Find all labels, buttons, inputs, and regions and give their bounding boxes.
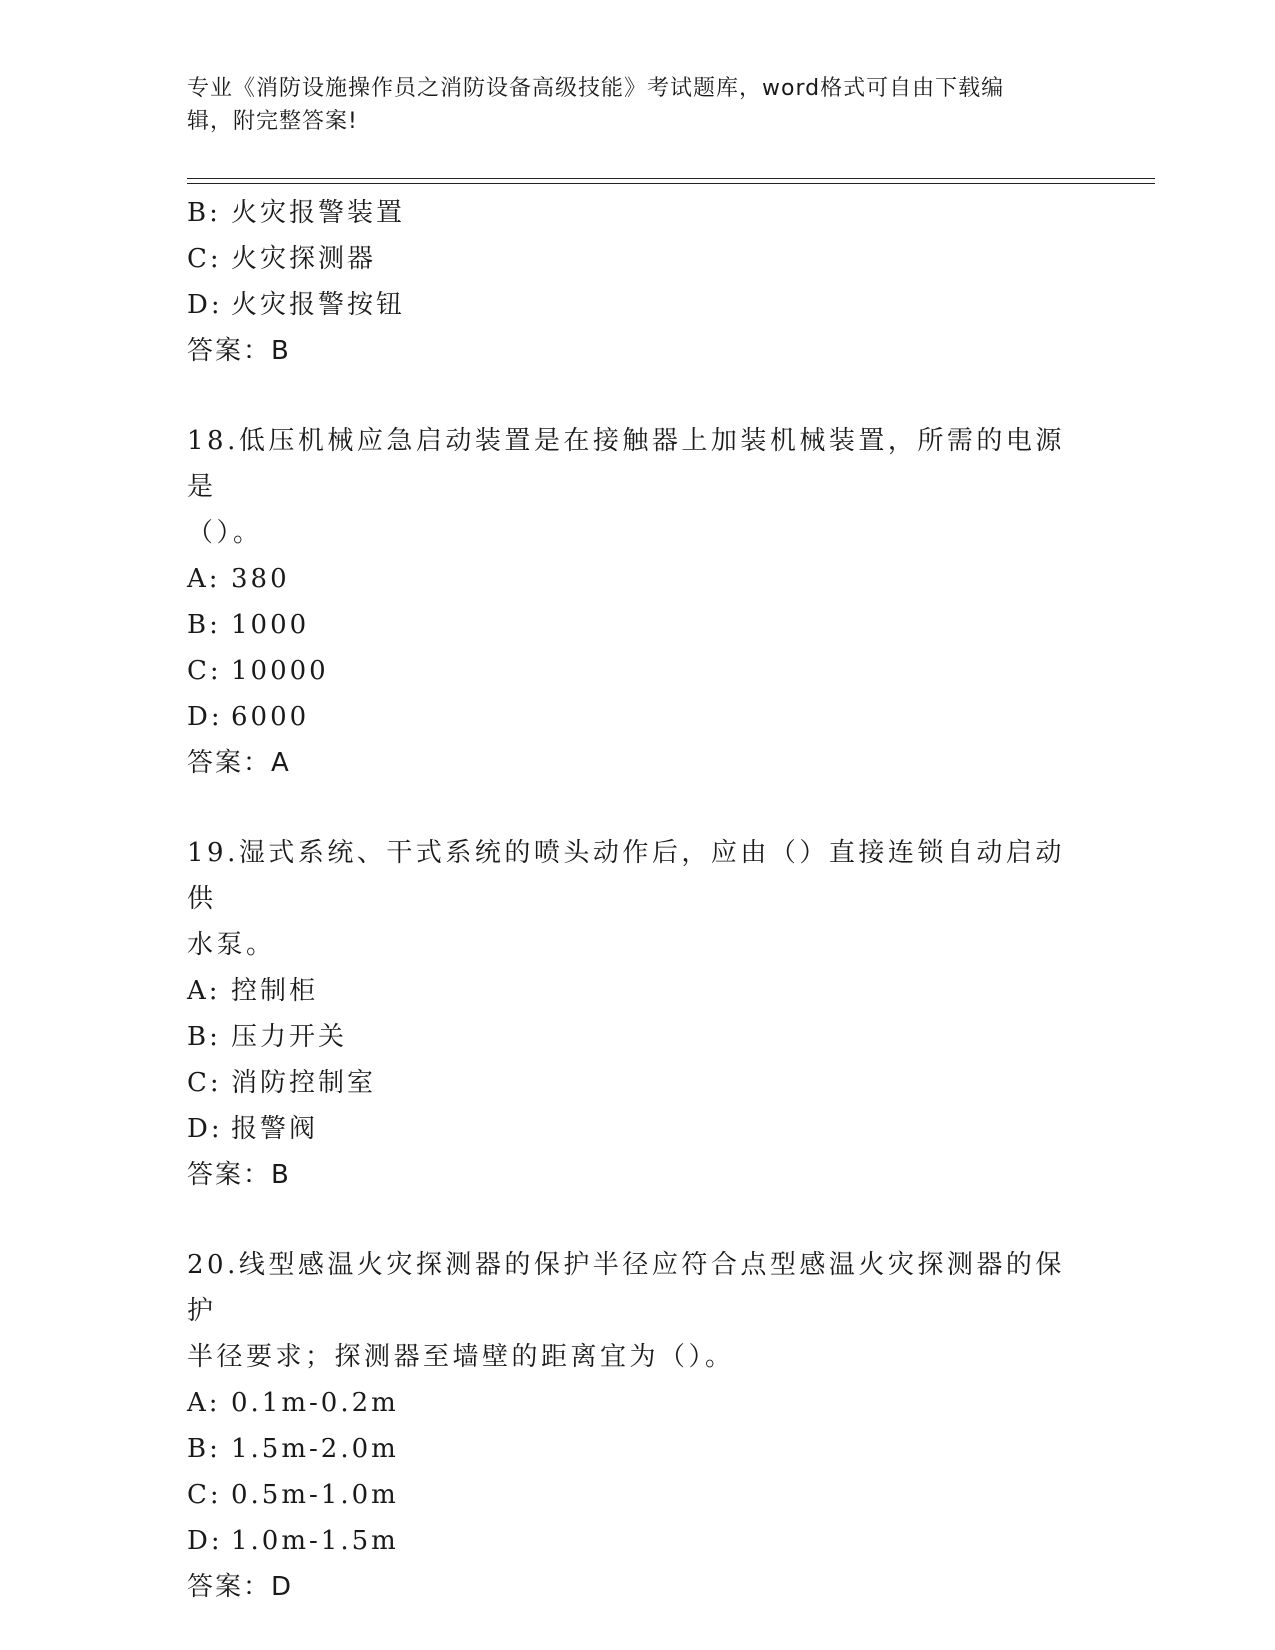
option-text: 报警阀 bbox=[231, 1114, 319, 1144]
option-text: 控制柜 bbox=[231, 976, 319, 1006]
option-letter: C: bbox=[187, 656, 222, 686]
option-row bbox=[187, 1014, 1087, 1060]
option-text: 0.5m-1.0m bbox=[231, 1480, 399, 1510]
option-text: 1000 bbox=[231, 610, 310, 640]
option-row bbox=[187, 648, 1087, 694]
option-row bbox=[187, 602, 1087, 648]
option-row bbox=[187, 1518, 1087, 1564]
option-letter: B: bbox=[187, 1022, 221, 1052]
option-row bbox=[187, 190, 1087, 236]
option-letter: D: bbox=[187, 1526, 223, 1556]
question-text-line-2: （）。 bbox=[187, 518, 263, 548]
option-text: 380 bbox=[231, 564, 290, 594]
question-text-line-1: 20.线型感温火灾探测器的保护半径应符合点型感温火灾探测器的保护 bbox=[187, 1250, 1065, 1326]
option-row bbox=[187, 1060, 1087, 1106]
option-row bbox=[187, 694, 1087, 740]
option-letter: A: bbox=[187, 976, 221, 1006]
document-header bbox=[187, 72, 1087, 138]
option-text: 10000 bbox=[231, 656, 329, 686]
question-17-continued bbox=[187, 190, 1087, 374]
option-text: 火灾探测器 bbox=[231, 244, 377, 274]
header-divider-top bbox=[187, 178, 1155, 179]
header-divider-bottom bbox=[187, 183, 1155, 184]
header-line-1: 专业《消防设施操作员之消防设备高级技能》考试题库，word格式可自由下载编 bbox=[187, 76, 1005, 101]
option-text: 消防控制室 bbox=[231, 1068, 377, 1098]
header-line-2: 辑，附完整答案! bbox=[187, 109, 358, 134]
option-letter: B: bbox=[187, 610, 221, 640]
answer-line: 答案：A bbox=[187, 748, 291, 778]
option-row bbox=[187, 1106, 1087, 1152]
option-letter: C: bbox=[187, 244, 222, 274]
answer-line: 答案：D bbox=[187, 1572, 294, 1602]
option-letter: C: bbox=[187, 1480, 222, 1510]
option-letter: D: bbox=[187, 702, 223, 732]
question-text-line-1: 18.低压机械应急启动装置是在接触器上加装机械装置，所需的电源是 bbox=[187, 426, 1065, 502]
option-text: 火灾报警按钮 bbox=[231, 290, 406, 320]
option-letter: A: bbox=[187, 564, 221, 594]
question-text bbox=[187, 830, 1087, 968]
option-row bbox=[187, 556, 1087, 602]
answer-line: 答案：B bbox=[187, 1160, 291, 1190]
option-text: 1.5m-2.0m bbox=[231, 1434, 399, 1464]
option-letter: B: bbox=[187, 198, 221, 228]
option-letter: D: bbox=[187, 1114, 223, 1144]
option-row bbox=[187, 968, 1087, 1014]
option-row bbox=[187, 1426, 1087, 1472]
answer-line: 答案：B bbox=[187, 336, 291, 366]
option-text: 火灾报警装置 bbox=[231, 198, 406, 228]
option-letter: C: bbox=[187, 1068, 222, 1098]
question-text-line-2: 水泵。 bbox=[187, 930, 276, 960]
option-row bbox=[187, 282, 1087, 328]
option-row bbox=[187, 1380, 1087, 1426]
option-row bbox=[187, 236, 1087, 282]
question-20 bbox=[187, 1242, 1087, 1610]
option-letter: D: bbox=[187, 290, 223, 320]
option-text: 0.1m-0.2m bbox=[231, 1388, 399, 1418]
question-text-line-1: 19.湿式系统、干式系统的喷头动作后，应由（）直接连锁自动启动供 bbox=[187, 838, 1065, 914]
question-text bbox=[187, 418, 1087, 556]
option-text: 6000 bbox=[231, 702, 310, 732]
option-text: 1.0m-1.5m bbox=[231, 1526, 399, 1556]
question-19 bbox=[187, 830, 1087, 1198]
option-text: 压力开关 bbox=[231, 1022, 348, 1052]
question-list bbox=[187, 190, 1087, 1610]
question-18 bbox=[187, 418, 1087, 786]
option-letter: A: bbox=[187, 1388, 221, 1418]
question-text-line-2: 半径要求；探测器至墙壁的距离宜为（）。 bbox=[187, 1342, 735, 1372]
option-letter: B: bbox=[187, 1434, 221, 1464]
question-text bbox=[187, 1242, 1087, 1380]
option-row bbox=[187, 1472, 1087, 1518]
